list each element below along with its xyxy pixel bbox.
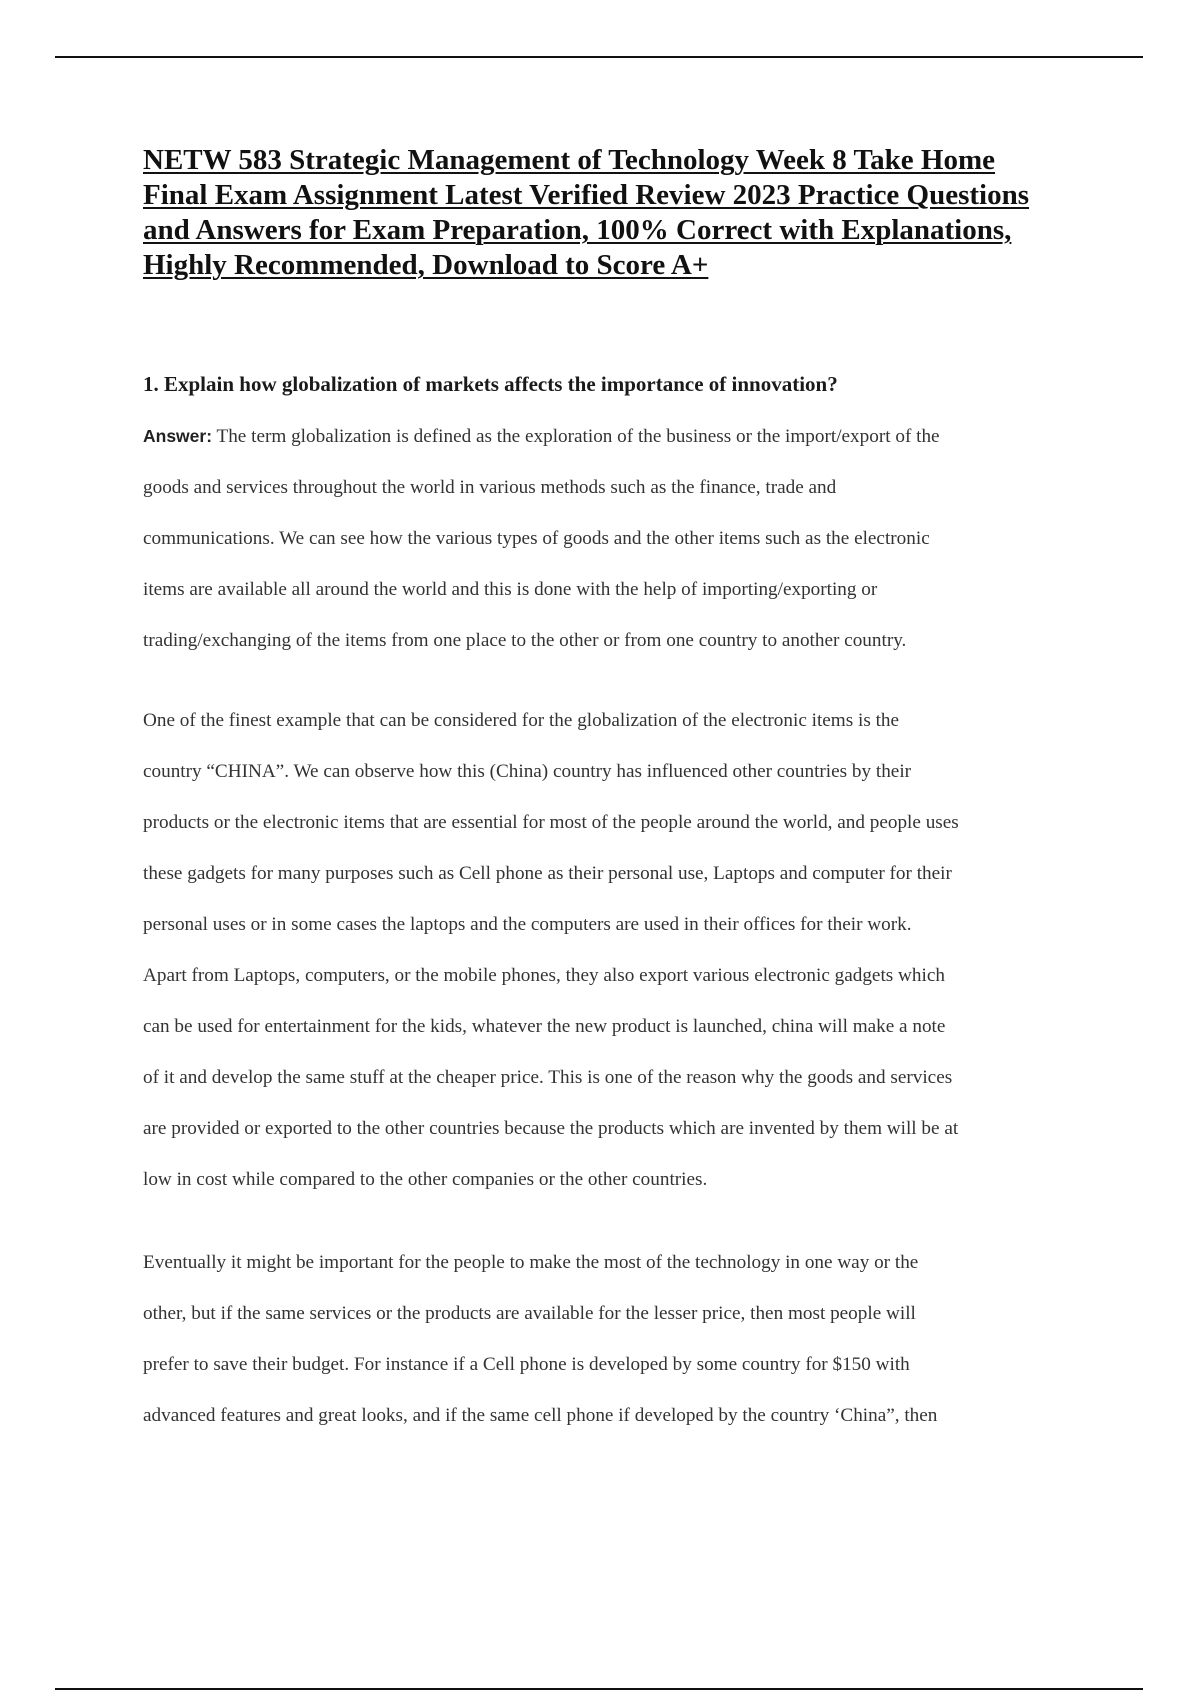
title-line: NETW 583 Strategic Management of Technology Week 8 Take Home — [143, 144, 996, 176]
title-line: Highly Recommended, Download to Score A+ — [143, 249, 709, 281]
paragraph-line: low in cost while compared to the other companies or the other countries. — [143, 1169, 708, 1190]
body-paragraph — [143, 1237, 1103, 1441]
paragraph-line: other, but if the same services or the products are available for the lesser price, then most people will — [143, 1303, 916, 1324]
paragraph-line: Apart from Laptops, computers, or the mobile phones, they also export various electronic gadgets which — [143, 965, 945, 986]
paragraph-line: goods and services throughout the world in various methods such as the finance, trade and — [143, 477, 837, 498]
top-rule — [55, 56, 1143, 58]
document-title — [143, 143, 1093, 283]
paragraph-line: advanced features and great looks, and if the same cell phone if developed by the country ‘China”, then — [143, 1405, 938, 1426]
bottom-rule — [55, 1688, 1143, 1690]
answer-paragraph — [143, 411, 1103, 666]
paragraph-line: these gadgets for many purposes such as Cell phone as their personal use, Laptops and computer for their — [143, 863, 952, 884]
paragraph-line: of it and develop the same stuff at the cheaper price. This is one of the reason why the goods and services — [143, 1067, 953, 1088]
paragraph-line: can be used for entertainment for the kids, whatever the new product is launched, china will make a note — [143, 1016, 946, 1037]
paragraph-line: country “CHINA”. We can observe how this (China) country has influenced other countries by their — [143, 761, 912, 782]
paragraph-line: items are available all around the world and this is done with the help of importing/exporting or — [143, 579, 878, 600]
question-heading: 1. Explain how globalization of markets affects the importance of innovation? — [143, 372, 838, 396]
paragraph-line: personal uses or in some cases the laptops and the computers are used in their offices for their work. — [143, 914, 912, 935]
paragraph-line: prefer to save their budget. For instance if a Cell phone is developed by some country for $150 with — [143, 1354, 910, 1375]
paragraph-line: products or the electronic items that are essential for most of the people around the world, and people uses — [143, 812, 959, 833]
answer-label: Answer: — [143, 426, 213, 446]
paragraph-line: trading/exchanging of the items from one place to the other or from one country to another country. — [143, 630, 907, 651]
paragraph-line: are provided or exported to the other countries because the products which are invented by them will be at — [143, 1118, 959, 1139]
body-paragraph — [143, 695, 1103, 1205]
title-line: and Answers for Exam Preparation, 100% Correct with Explanations, — [143, 214, 1012, 246]
paragraph-line — [143, 411, 1103, 462]
paragraph-line: One of the finest example that can be considered for the globalization of the electronic items is the — [143, 710, 900, 731]
paragraph-line: communications. We can see how the various types of goods and the other items such as the electronic — [143, 528, 930, 549]
paragraph-line: Eventually it might be important for the people to make the most of the technology in one way or the — [143, 1252, 919, 1273]
answer-text: The term globalization is defined as the exploration of the business or the import/export of the — [212, 426, 940, 447]
title-line: Final Exam Assignment Latest Verified Review 2023 Practice Questions — [143, 179, 1030, 211]
